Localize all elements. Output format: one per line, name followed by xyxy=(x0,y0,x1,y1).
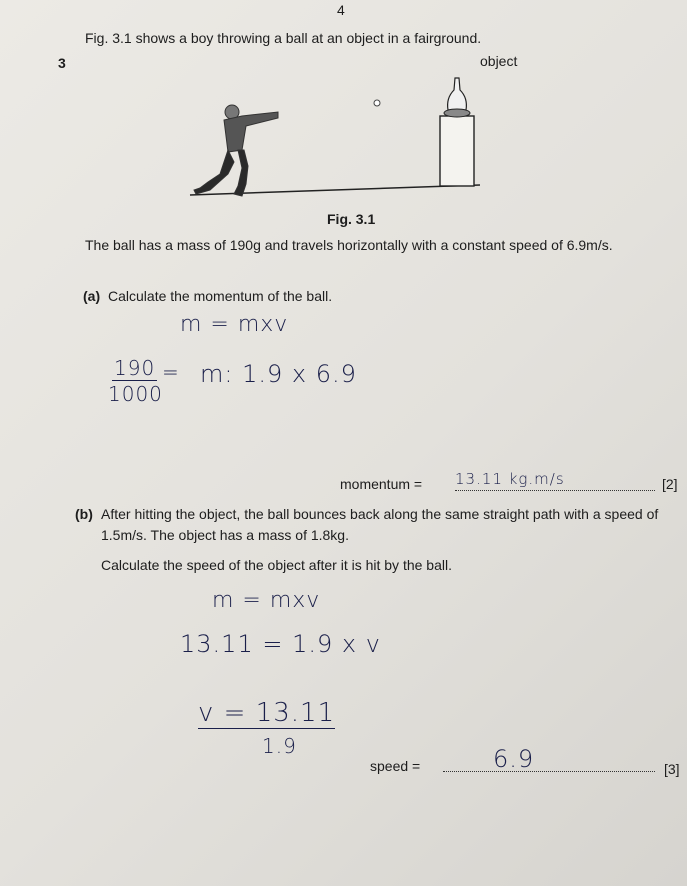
ground-line xyxy=(190,185,480,195)
working-a-numerator: 190 xyxy=(114,356,156,380)
part-b-label: (b) xyxy=(75,506,93,522)
page-number: 4 xyxy=(337,2,345,18)
working-a-denominator: 1000 xyxy=(108,382,163,406)
working-a-line2: m: 1.9 x 6.9 xyxy=(200,360,357,388)
object-label: object xyxy=(480,53,518,69)
part-b-prompt-line2: 1.5m/s. The object has a mass of 1.8kg. xyxy=(101,527,349,543)
part-b-prompt-line1: After hitting the object, the ball bounces back along the same straight path with a speed of xyxy=(101,506,659,522)
working-a-equals: = xyxy=(162,360,180,384)
part-b-marks: [3] xyxy=(664,761,680,777)
part-a-marks: [2] xyxy=(662,476,678,492)
boy-figure xyxy=(194,105,278,196)
question-number: 3 xyxy=(58,55,66,71)
working-b-line2: 13.11 = 1.9 x v xyxy=(180,630,381,658)
working-a-line1: m = mxv xyxy=(180,312,289,337)
momentum-answer-line[interactable] xyxy=(455,470,655,491)
momentum-answer: 13.11 kg.m/s xyxy=(455,470,565,488)
part-a-prompt: Calculate the momentum of the ball. xyxy=(108,288,333,304)
statement: The ball has a mass of 190g and travels horizontally with a constant speed of 6.9m/s. xyxy=(85,237,613,253)
question-intro: Fig. 3.1 shows a boy throwing a ball at an object in a fairground. xyxy=(85,30,482,46)
working-b-line1: m = mxv xyxy=(212,588,321,613)
ball xyxy=(374,100,380,106)
momentum-label: momentum = xyxy=(340,476,423,492)
part-a-label: (a) xyxy=(83,288,101,304)
figure-caption: Fig. 3.1 xyxy=(327,211,376,227)
working-b-line3: v = 13.11 xyxy=(198,698,336,728)
working-b-line4: 1.9 xyxy=(262,734,297,758)
part-b-prompt2: Calculate the speed of the object after it is hit by the ball. xyxy=(101,557,452,573)
speed-label: speed = xyxy=(370,758,421,774)
speed-answer: 6.9 xyxy=(493,745,535,773)
stand xyxy=(440,116,474,186)
speed-answer-line[interactable] xyxy=(443,745,655,772)
figure-boy-throwing-ball xyxy=(180,70,500,210)
object-pin xyxy=(448,78,467,110)
